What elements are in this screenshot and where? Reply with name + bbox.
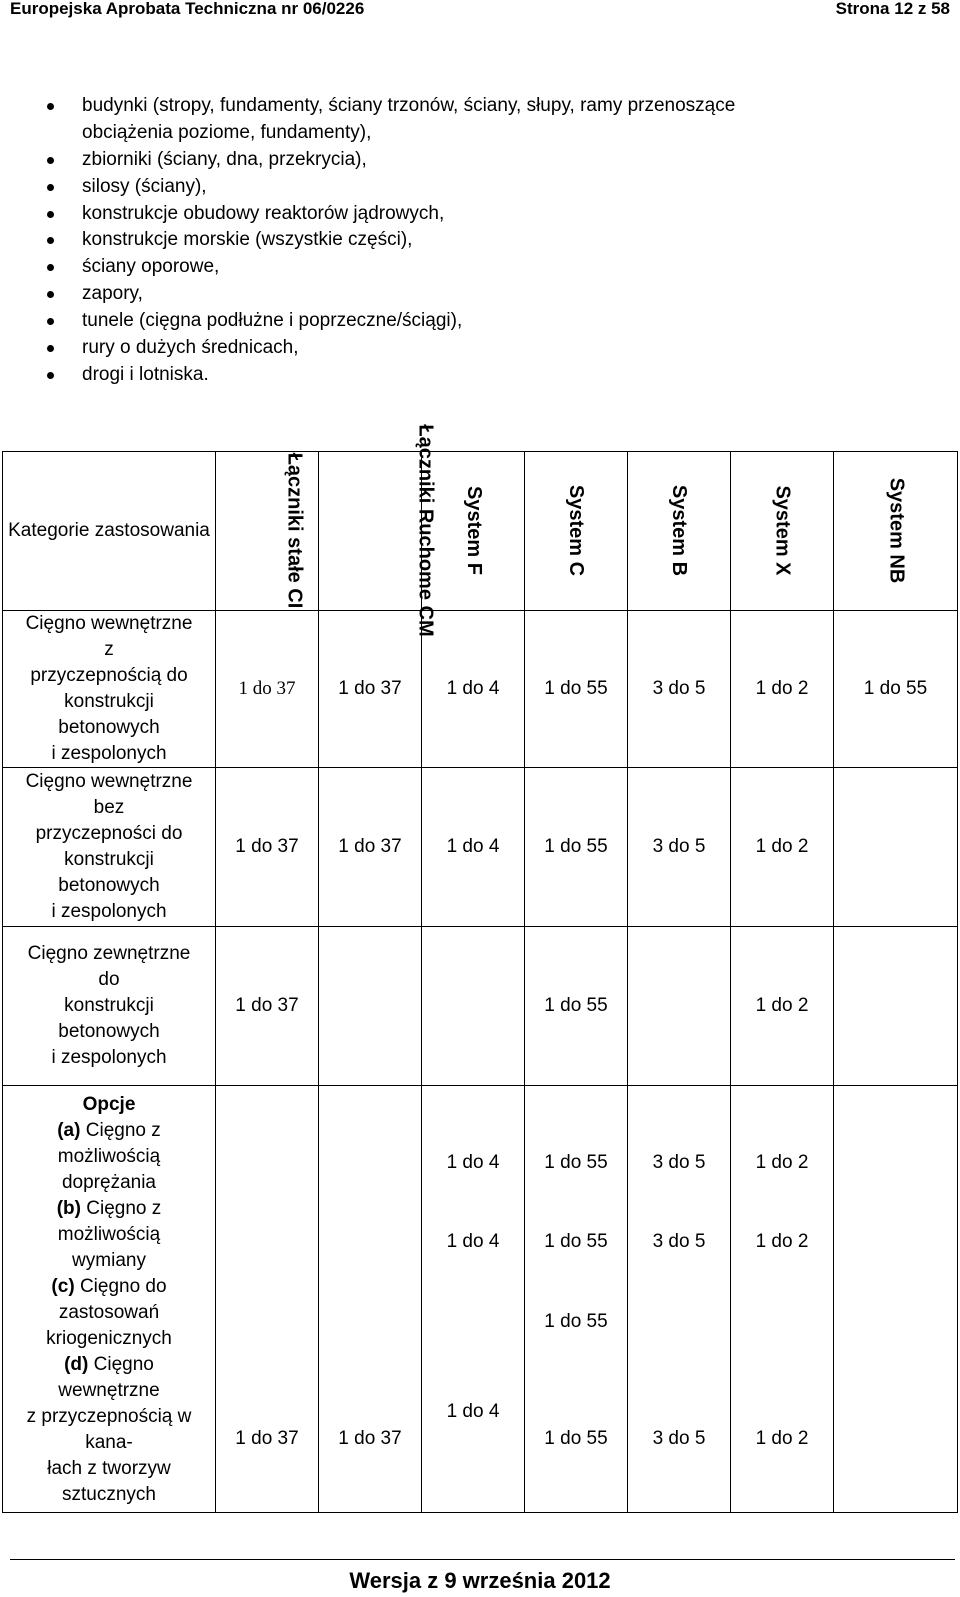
page-header — [0, 0, 960, 22]
table-cell: 1 do 37 — [216, 927, 319, 1086]
application-categories-table — [2, 424, 958, 1513]
table-cell: 3 do 5 — [628, 768, 731, 927]
table-cell: 1 do 4 — [422, 611, 525, 768]
header-col: System X — [731, 452, 834, 611]
header-col: System NB — [834, 452, 958, 611]
list-item: silosy (ściany), — [0, 174, 735, 201]
header-col: System B — [628, 452, 731, 611]
bullet-icon — [47, 103, 54, 110]
document-title: Europejska Aprobata Techniczna nr 06/0226 — [10, 0, 365, 18]
row-label-options: Opcje (a) Cięgno z możliwością doprężania (b) Cięgno z możliwością wymiany (c) Cięgno do zastosowań kriogenicznych (d) Cięgno wewnętrzne z przyczepnością w kana- łach z tworzyw sztucznych — [3, 1086, 216, 1513]
table-cell: 1 do 37 — [216, 611, 319, 768]
list-item: drogi i lotniska. — [0, 362, 735, 389]
application-list — [0, 93, 735, 389]
table-cell: 1 do 4 — [422, 768, 525, 927]
list-item: tunele (cięgna podłużne i poprzeczne/ściągi), — [0, 308, 735, 335]
row-label: Cięgno zewnętrzne do konstrukcji betonowych i zespolonych — [3, 927, 216, 1086]
table-cell: 1 do 2 — [731, 927, 834, 1086]
options-cell: 3 do 5 3 do 5 3 do 5 — [628, 1086, 731, 1513]
table-cell — [834, 768, 958, 927]
header-category: Kategorie zastosowania — [3, 452, 216, 611]
bullet-icon — [47, 291, 54, 298]
table-cell — [319, 927, 422, 1086]
table-cell: 1 do 55 — [525, 611, 628, 768]
list-item: ściany oporowe, — [0, 254, 735, 281]
table-row — [3, 768, 958, 927]
bullet-icon — [47, 372, 54, 379]
table-cell — [628, 927, 731, 1086]
table-cell: 1 do 37 — [216, 768, 319, 927]
list-item: zbiorniki (ściany, dna, przekrycia), — [0, 147, 735, 174]
table-cell: 1 do 55 — [834, 611, 958, 768]
list-item: konstrukcje obudowy reaktorów jądrowych, — [0, 201, 735, 228]
header-col: System F — [422, 452, 525, 611]
options-cell: 1 do 37 — [319, 1086, 422, 1513]
bullet-icon — [47, 157, 54, 164]
table-cell — [422, 927, 525, 1086]
options-cell: 1 do 4 1 do 4 1 do 4 — [422, 1086, 525, 1513]
footer-divider — [10, 1559, 955, 1560]
bullet-icon — [47, 237, 54, 244]
table-row — [3, 611, 958, 768]
table-row-options — [3, 1086, 958, 1513]
options-cell: 1 do 2 1 do 2 1 do 2 — [731, 1086, 834, 1513]
table-cell: 3 do 5 — [628, 611, 731, 768]
table-cell: 1 do 37 — [319, 768, 422, 927]
bullet-icon — [47, 345, 54, 352]
list-item: obciążenia poziome, fundamenty), — [82, 121, 372, 143]
table-cell — [834, 927, 958, 1086]
list-item: zapory, — [0, 281, 735, 308]
list-item: budynki (stropy, fundamenty, ściany trzonów, ściany, słupy, ramy przenoszące — [0, 93, 735, 120]
row-label: Cięgno wewnętrzne bez przyczepności do konstrukcji betonowych i zespolonych — [3, 768, 216, 927]
header-col: System C — [525, 452, 628, 611]
options-cell: 1 do 55 1 do 55 1 do 55 1 do 55 — [525, 1086, 628, 1513]
table-cell: 1 do 55 — [525, 927, 628, 1086]
table-cell: 1 do 37 — [319, 611, 422, 768]
table-cell: 1 do 2 — [731, 768, 834, 927]
options-cell — [834, 1086, 958, 1513]
version-label: Wersja z 9 września 2012 — [349, 1568, 611, 1593]
bullet-icon — [47, 211, 54, 218]
table-header-row — [3, 452, 958, 611]
header-col: Łączniki Ruchome CM — [319, 452, 422, 611]
header-col: Łączniki stałe CI — [216, 452, 319, 611]
bullet-icon — [47, 264, 54, 271]
page-number: Strona 12 z 58 — [835, 0, 950, 18]
row-label: Cięgno wewnętrzne z przyczepnością do konstrukcji betonowych i zespolonych — [3, 611, 216, 768]
table-cell: 1 do 55 — [525, 768, 628, 927]
table-cell: 1 do 2 — [731, 611, 834, 768]
table-row — [3, 927, 958, 1086]
list-item: rury o dużych średnicach, — [0, 335, 735, 362]
options-cell: 1 do 37 — [216, 1086, 319, 1513]
list-item: konstrukcje morskie (wszystkie części), — [0, 227, 735, 254]
bullet-icon — [47, 318, 54, 325]
bullet-icon — [47, 184, 54, 191]
